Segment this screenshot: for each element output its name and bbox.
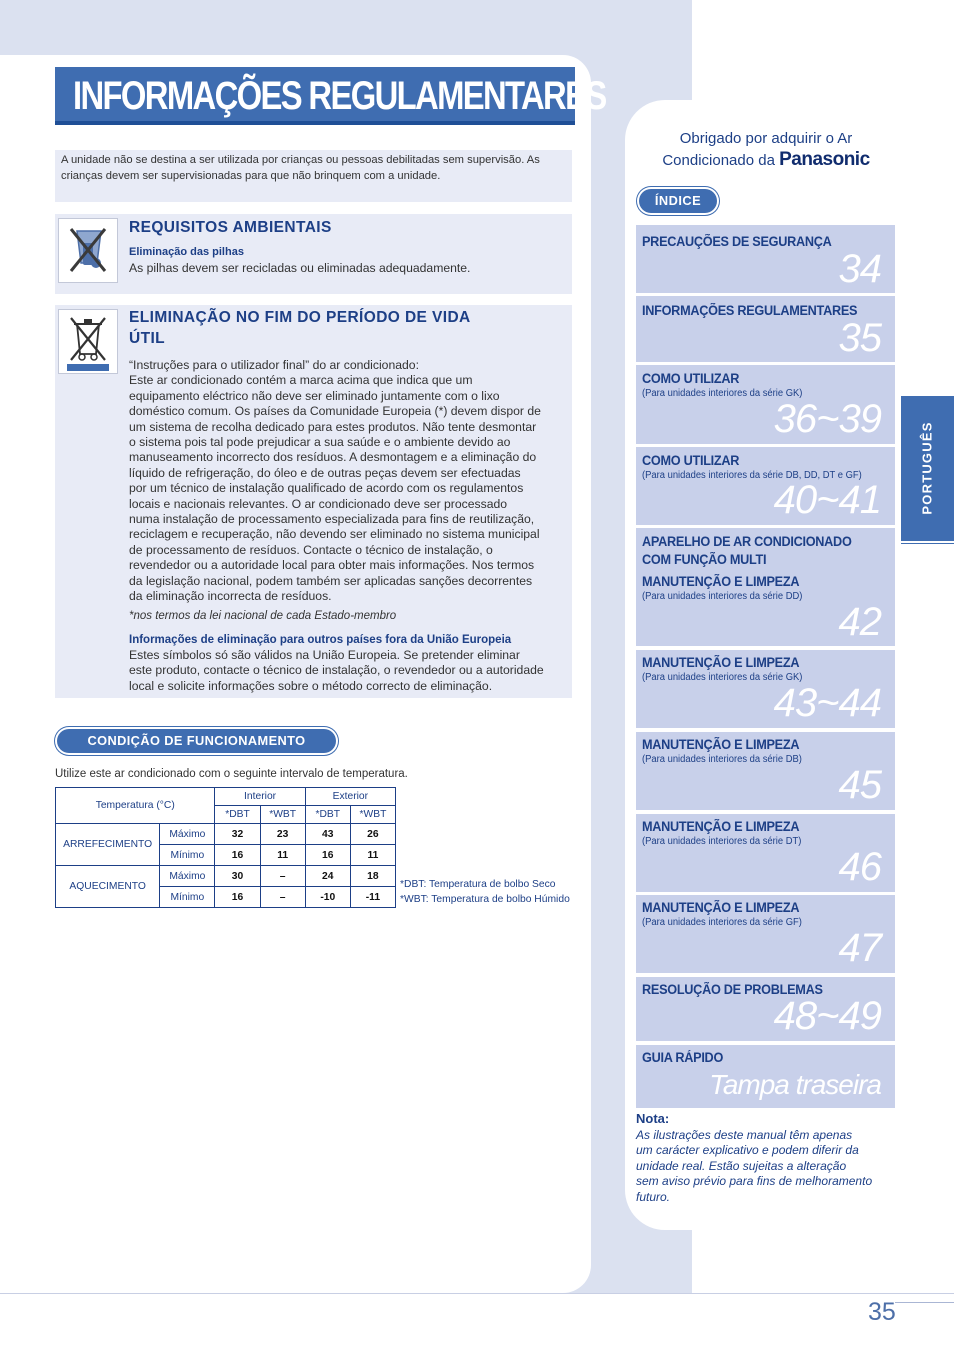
toc-page: 47: [838, 926, 881, 970]
toc-label: MANUTENÇÃO E LIMPEZA: [642, 900, 800, 915]
thanks-message: [630, 128, 902, 171]
disposal-line: Este ar condicionado contém a marca acima que indica que um: [129, 373, 473, 388]
toc-sub: (Para unidades interiores da série DD): [642, 591, 803, 602]
header-dbt: *DBT: [305, 806, 350, 824]
toc-label: MANUTENÇÃO E LIMPEZA: [642, 737, 800, 752]
toc-label: PRECAUÇÕES DE SEGURANÇA: [642, 234, 832, 249]
outside-eu-line: local e solicite informações sobre o método correcto de eliminação.: [129, 678, 493, 693]
toc-page: 45: [838, 763, 881, 807]
toc-item-maintenance-db[interactable]: [636, 732, 895, 810]
disposal-line: locais e nacionais relevantes. O ar condicionado deve ser processado: [129, 496, 508, 511]
table-cell: 16: [215, 887, 260, 908]
note-line: um carácter explicativo e podem diferir da: [636, 1143, 859, 1158]
toc-sub: (Para unidades interiores da série DT): [642, 836, 802, 847]
thanks-line2-wrap: [630, 149, 902, 171]
disposal-line: da eliminação incorrecta de resíduos.: [129, 589, 332, 604]
environment-heading: REQUISITOS AMBIENTAIS: [129, 219, 332, 236]
toc-label: RESOLUÇÃO DE PROBLEMAS: [642, 982, 823, 997]
toc-label: MANUTENÇÃO E LIMPEZA: [642, 655, 800, 670]
toc-item-how-to-use-db[interactable]: [636, 447, 895, 525]
disposal-line: revendedor ou a autoridade local para obter mais informações. Nos termos: [129, 558, 535, 573]
toc-item-how-to-use-gk[interactable]: [636, 365, 895, 444]
outside-eu-line: Estes símbolos só são válidos na União Europeia. Se pretender eliminar: [129, 648, 520, 662]
toc-sub: (Para unidades interiores da série GF): [642, 917, 802, 928]
intro-note: A unidade não se destina a ser utilizada por crianças ou pessoas debilitadas sem supervisão. As crianças devem ser supervisionadas para que não brinquem com a unidade.: [55, 150, 572, 202]
row-min: Mínimo: [160, 887, 215, 908]
header-exterior: Exterior: [305, 788, 395, 806]
toc-item-precautions[interactable]: [636, 225, 895, 293]
toc-page: 34: [838, 247, 881, 291]
toc-sub: (Para unidades interiores da série DB): [642, 754, 802, 765]
toc-label: COMO UTILIZAR: [642, 371, 740, 386]
table-cell: 26: [350, 824, 395, 845]
toc-page: 40~41: [773, 478, 881, 522]
disposal-heading-line2: ÚTIL: [129, 330, 166, 347]
page-title: INFORMAÇÕES REGULAMENTARES: [73, 74, 606, 118]
disposal-line: de processamento de resíduos. Contacte o técnico de instalação, o: [129, 542, 493, 557]
table-cell: 30: [215, 866, 260, 887]
toc-label-3: MANUTENÇÃO E LIMPEZA: [642, 574, 800, 589]
toc-label-2: COM FUNÇÃO MULTI: [642, 552, 767, 567]
toc-item-maintenance-dt[interactable]: [636, 814, 895, 892]
row-max: Máximo: [160, 866, 215, 887]
disposal-line: manuseamento incorrecto dos resíduos. A desmontagem e a eliminação do: [129, 450, 537, 465]
language-tab[interactable]: [901, 396, 954, 541]
toc-item-regulatory[interactable]: [636, 296, 895, 362]
note-text: [636, 1128, 898, 1205]
toc-page: 46: [838, 845, 881, 889]
panasonic-logo: Panasonic: [779, 149, 870, 170]
toc-page: 48~49: [773, 994, 881, 1038]
toc-item-quick-guide[interactable]: [636, 1045, 895, 1108]
table-cell: 18: [350, 866, 395, 887]
page-title-bar: [55, 67, 606, 125]
battery-subheading: Eliminação das pilhas: [129, 246, 244, 258]
operating-condition-desc: Utilize este ar condicionado com o seguinte intervalo de temperatura.: [55, 768, 408, 780]
table-cell: 11: [260, 845, 305, 866]
note-dbt: *DBT: Temperatura de bolbo Seco: [400, 879, 556, 890]
page-number: 35: [868, 1298, 896, 1326]
disposal-heading-line1: ELIMINAÇÃO NO FIM DO PERÍODO DE VIDA: [129, 309, 471, 326]
table-cell: 16: [215, 845, 260, 866]
disposal-footnote: *nos termos da lei nacional de cada Estado-membro: [129, 610, 397, 622]
table-cell: -11: [350, 887, 395, 908]
page-number-rule: [895, 1302, 954, 1303]
table-cell: –: [260, 887, 305, 908]
note-wbt: *WBT: Temperatura de bolbo Húmido: [400, 894, 570, 905]
outside-eu-heading: Informações de eliminação para outros países fora da União Europeia: [129, 634, 512, 646]
toc-item-troubleshooting[interactable]: [636, 977, 895, 1041]
disposal-line: um sistema de recolha dedicado para estes produtos. Não tente desmontar: [129, 419, 537, 434]
disposal-line: reciclagem e recuperação, não devendo ser eliminado no sistema municipal: [129, 527, 540, 542]
disposal-body: [129, 358, 541, 605]
toc-page: 43~44: [773, 681, 881, 725]
note-line: futuro.: [636, 1189, 671, 1204]
row-cooling: ARREFECIMENTO: [56, 824, 160, 866]
toc-page: Tampa traseira: [709, 1069, 881, 1100]
table-cell: 11: [350, 845, 395, 866]
disposal-line: o sistema pois tal pode prejudicar a sua saúde e o ambiente devido ao: [129, 435, 511, 450]
language-tab-label: PORTUGUÊS: [919, 421, 935, 515]
battery-text: As pilhas devem ser recicladas ou eliminadas adequadamente.: [129, 261, 471, 275]
toc-page: 42: [838, 600, 881, 644]
toc-item-maintenance-gk[interactable]: [636, 650, 895, 728]
table-notes: [400, 877, 570, 907]
toc-page: 36~39: [773, 397, 881, 441]
table-cell: 43: [305, 824, 350, 845]
toc-item-maintenance-gf[interactable]: [636, 895, 895, 973]
note-line: sem aviso prévio para fins de melhoramento: [636, 1174, 873, 1189]
disposal-section: [55, 305, 572, 698]
row-heating: AQUECIMENTO: [56, 866, 160, 908]
toc-page: 35: [838, 316, 881, 360]
toc-sub: (Para unidades interiores da série DB, DD, DT e GF): [642, 470, 862, 481]
table-cell: 16: [305, 845, 350, 866]
temperature-table: [55, 787, 396, 908]
index-label: ÍNDICE: [639, 189, 717, 213]
row-max: Máximo: [160, 824, 215, 845]
disposal-line: equipamento eléctrico não deve ser eliminado juntamente com o lixo: [129, 388, 500, 403]
disposal-line: da legislação nacional, podem também ser aplicadas sanções decorrentes: [129, 573, 533, 588]
toc-label: MANUTENÇÃO E LIMPEZA: [642, 819, 800, 834]
table-cell: -10: [305, 887, 350, 908]
note-line: unidade real. Estão sujeitas a alteração: [636, 1158, 847, 1173]
crossed-bin-icon: [58, 309, 118, 374]
operating-condition-label: CONDIÇÃO DE FUNCIONAMENTO: [57, 729, 336, 753]
toc-label: COMO UTILIZAR: [642, 453, 740, 468]
table-cell: –: [260, 866, 305, 887]
disposal-line: “Instruções para o utilizador final” do ar condicionado:: [129, 358, 419, 372]
disposal-line: doméstico comum. Os países da Comunidade Europeia (*) devem dispor de: [129, 404, 541, 419]
language-tab-underline: [901, 543, 954, 544]
disposal-line: por um técnico de instalação qualificado de acordo com os regulamentos: [129, 481, 524, 496]
row-min: Mínimo: [160, 845, 215, 866]
outside-eu-line: este produto, contacte o técnico de instalação, o revendedor ou a autoridade: [129, 663, 544, 678]
table-cell: 23: [260, 824, 305, 845]
toc-sub: (Para unidades interiores da série GK): [642, 388, 803, 399]
toc-item-multi-maintenance[interactable]: [636, 528, 895, 646]
table-corner: Temperatura (°C): [56, 788, 215, 824]
header-dbt: *DBT: [215, 806, 260, 824]
disposal-line: líquido de refrigeração, do óleo e de outras peças devem ser efectuadas: [129, 465, 521, 480]
thanks-line2: Condicionado da: [662, 152, 775, 169]
toc-sub: (Para unidades interiores da série GK): [642, 672, 803, 683]
toc-label: APARELHO DE AR CONDICIONADO: [642, 534, 852, 549]
thanks-line1: Obrigado por adquirir o Ar: [679, 130, 853, 147]
header-wbt: *WBT: [350, 806, 395, 824]
disposal-line: numa instalação de processamento especializada para fins de reutilização,: [129, 512, 535, 527]
outside-eu-body: [129, 648, 544, 694]
bottom-divider: [0, 1293, 954, 1294]
table-cell: 32: [215, 824, 260, 845]
header-interior: Interior: [215, 788, 305, 806]
crossed-battery-icon: [58, 218, 118, 283]
header-wbt: *WBT: [260, 806, 305, 824]
toc-label: GUIA RÁPIDO: [642, 1050, 724, 1065]
table-cell: 24: [305, 866, 350, 887]
note-title: Nota:: [636, 1111, 670, 1126]
toc-label: INFORMAÇÕES REGULAMENTARES: [642, 303, 858, 318]
environment-section: [55, 214, 572, 294]
note-line: As ilustrações deste manual têm apenas: [636, 1128, 853, 1142]
